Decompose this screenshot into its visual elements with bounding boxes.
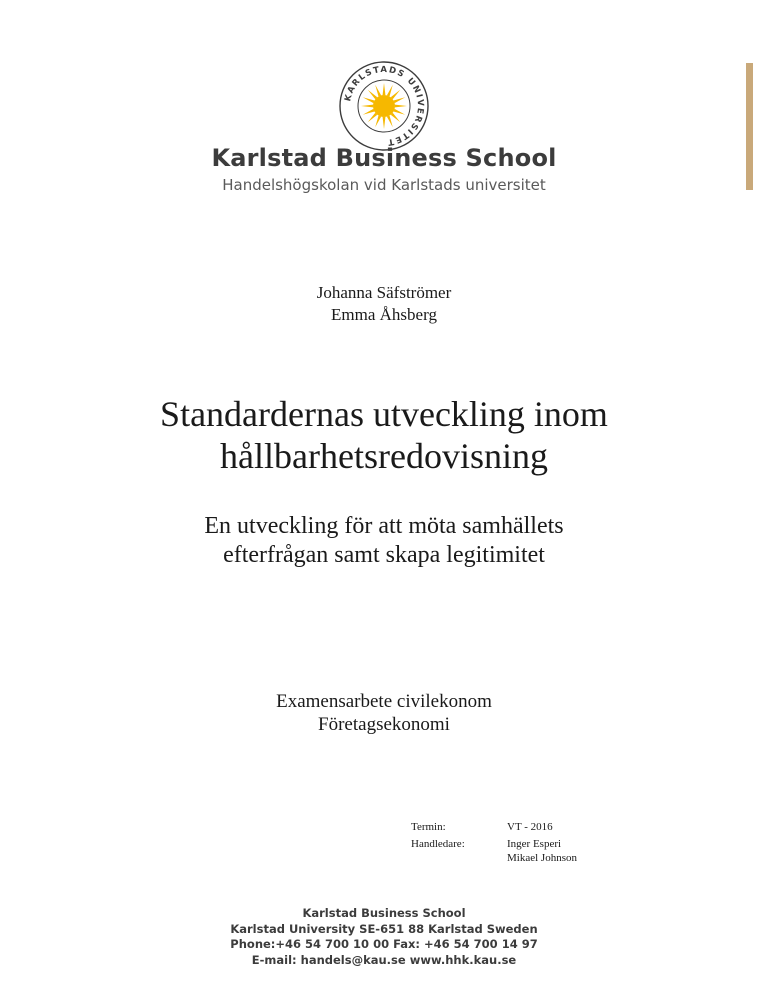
footer-line: Phone:+46 54 700 10 00 Fax: +46 54 700 14 97: [230, 937, 538, 951]
thesis-info: [0, 690, 768, 736]
sun-ray: [387, 85, 393, 97]
sun-ray: [363, 109, 375, 115]
sun-ray: [391, 90, 401, 100]
author-list: [0, 282, 768, 326]
school-name: Karlstad Business School: [211, 144, 557, 172]
supervisor-name: Mikael Johnson: [507, 852, 577, 864]
thesis-type: Examensarbete civilekonom: [276, 691, 492, 712]
sun-seal-icon: [336, 58, 432, 154]
term-label: Termin:: [411, 821, 446, 833]
footer-line: Karlstad Business School: [302, 906, 466, 920]
sun-ray: [361, 105, 373, 108]
sun-ray: [394, 97, 406, 103]
supervisor-name: Inger Esperi: [507, 838, 562, 850]
sun-ray: [387, 116, 393, 128]
sun-ray: [394, 109, 406, 115]
title-line: Standardernas utveckling inom: [160, 394, 608, 434]
author-name: Emma Åhsberg: [331, 305, 437, 324]
supervisor-label: Handledare:: [411, 838, 465, 850]
seal-text: KARLSTADS UNIVERSITET: [343, 64, 426, 148]
thesis-title: [0, 393, 768, 477]
footer-line: E-mail: handels@kau.se www.hhk.kau.se: [251, 952, 517, 967]
sun-ray: [395, 105, 407, 108]
school-subname: Handelshögskolan vid Karlstads universitet: [222, 176, 546, 194]
sun-ray: [383, 83, 386, 95]
sun-ray: [368, 90, 378, 100]
contact-footer: [0, 906, 768, 968]
footer-line: Karlstad University SE-651 88 Karlstad Sweden: [230, 921, 538, 936]
subtitle-line: efterfrågan samt skapa legitimitet: [223, 542, 545, 568]
term-value: VT - 2016: [507, 821, 553, 833]
supervisor-names: [507, 837, 627, 865]
sun-ray: [375, 85, 381, 97]
title-line: hållbarhetsredovisning: [220, 436, 548, 476]
sun-ray: [363, 97, 375, 103]
sun-ray: [391, 113, 401, 123]
subtitle-line: En utveckling för att möta samhällets: [204, 513, 564, 539]
university-seal-logo: [336, 58, 432, 154]
thesis-subject: Företagsekonomi: [318, 714, 450, 735]
sun-ray: [368, 113, 378, 123]
author-name: Johanna Säfströmer: [316, 283, 452, 302]
sun-ray: [375, 116, 381, 128]
sun-ray: [383, 117, 386, 129]
thesis-subtitle: [0, 512, 768, 570]
